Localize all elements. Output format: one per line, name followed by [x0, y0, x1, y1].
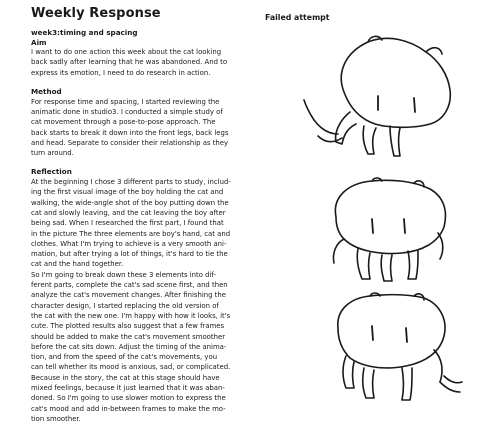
- response-column: [31, 6, 269, 424]
- reflection-heading: Reflection: [31, 167, 72, 177]
- reflection-line: analyze the cat's movement changes. After finishing the: [31, 291, 226, 300]
- method-heading: Method: [31, 87, 62, 97]
- reflection-line: cat's mood and add in-between frames to make the mo-: [31, 404, 226, 413]
- cat-sketch-sitting-icon: [318, 177, 458, 285]
- reflection-line: in the picture The three elements are boy's hand, cat and: [31, 229, 231, 238]
- reflection-line: walking, the wide-angle shot of the boy putting down the: [31, 198, 229, 207]
- aim-line: express its emotion, I need to do research in action.: [31, 68, 211, 77]
- reflection-line: the cat with the new one. I'm happy with how it looks, it's: [31, 311, 231, 320]
- reflection-line: ferent parts, complete the cat's sad scene first, and then: [31, 281, 228, 290]
- method-line: animatic done in studio3. I conducted a simple study of: [31, 107, 223, 116]
- method-line: turn around.: [31, 149, 74, 158]
- aim-heading: Aim: [31, 37, 47, 47]
- reflection-line: before the cat sits down. Adjust the timing of the anima-: [31, 342, 227, 351]
- method-line: and head. Separate to consider their relationship as they: [31, 138, 229, 147]
- reflection-line: Because in the story, the cat at this stage should have: [31, 373, 220, 382]
- reflection-paragraph: [31, 177, 269, 424]
- reflection-line: mation, but after trying a lot of things, it's hard to tie the: [31, 250, 228, 259]
- reflection-line: cat and slowly leaving, and the cat leaving the boy after: [31, 208, 226, 217]
- reflection-line: should be added to make the cat's movement smoother: [31, 332, 226, 341]
- reflection-line: At the beginning I chose 3 different parts to study, includ-: [31, 178, 231, 187]
- method-line: cat movement through a pose-to-pose approach. The: [31, 118, 216, 127]
- reflection-line: ing the first visual image of the boy holding the cat and: [31, 188, 224, 197]
- reflection-line: character design, I started replacing the old version of: [31, 301, 219, 310]
- method-paragraph: [31, 97, 269, 159]
- cat-sketch-turning-icon: [324, 292, 464, 410]
- reflection-line: tion, and from the speed of the cat's movements, you: [31, 353, 218, 362]
- aim-line: I want to do one action this week about the cat looking: [31, 48, 222, 57]
- aim-paragraph: [31, 47, 269, 78]
- reflection-line: So I'm going to break down these 3 elements into dif-: [31, 270, 216, 279]
- reflection-line: cute. The plotted results also suggest that a few frames: [31, 322, 225, 331]
- method-line: For response time and spacing, I started reviewing the: [31, 97, 220, 106]
- cat-sketch-walking-icon: [298, 34, 458, 164]
- method-line: back starts to break it down into the front legs, back legs: [31, 128, 229, 137]
- page-title: Weekly Response: [31, 6, 161, 21]
- reflection-line: can tell whether its mood is anxious, sad, or complicated.: [31, 363, 231, 372]
- week-subtitle: week3:timing and spacing: [31, 28, 138, 37]
- reflection-line: clothes. What I'm trying to achieve is a very smooth ani-: [31, 239, 227, 248]
- aim-line: back sadly after learning that he was abandoned. And to: [31, 58, 228, 67]
- reflection-line: cat and the hand together.: [31, 260, 124, 269]
- reflection-line: being sad. When I researched the first part, I found that: [31, 219, 224, 228]
- reflection-line: doned. So I'm going to use slower motion to express the: [31, 394, 226, 403]
- reflection-line: mixed feelings, because it just learned that it was aban-: [31, 383, 225, 392]
- reflection-line: tion smoother.: [31, 414, 81, 423]
- failed-attempt-title: Failed attempt: [265, 13, 330, 22]
